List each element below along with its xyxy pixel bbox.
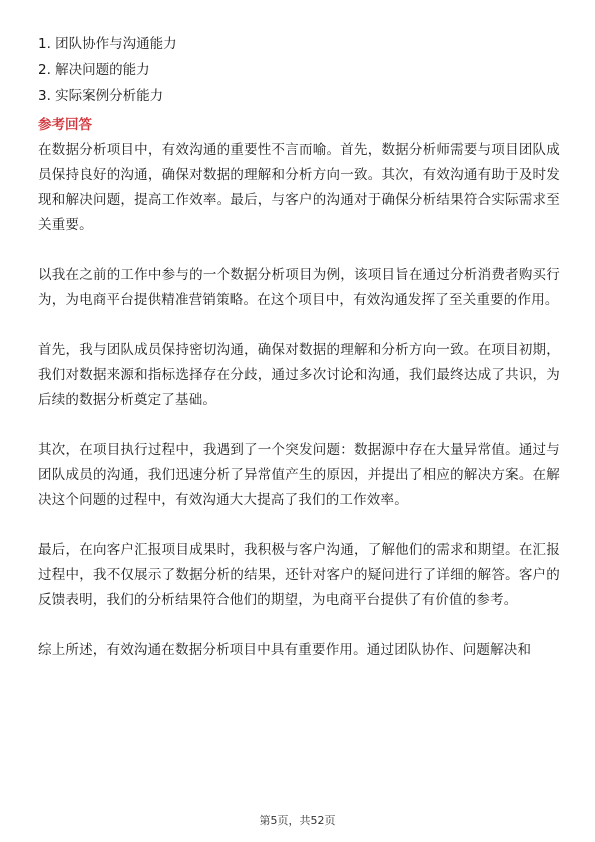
paragraph-3: 首先，我与团队成员保持密切沟通，确保对数据的理解和分析方向一致。在项目初期，我们对数据来源和指标选择存在分歧，通过多次讨论和沟通，我们最终达成了共识，为后续的数据分析奠定了基础。: [38, 342, 560, 408]
list-item-3: 3. 实际案例分析能力: [38, 88, 164, 104]
paragraph-2: 以我在之前的工作中参与的一个数据分析项目为例，该项目旨在通过分析消费者购买行为，为电商平台提供精准营销策略。在这个项目中，有效沟通发挥了至关重要的作用。: [38, 267, 560, 308]
page-content: [38, 31, 560, 663]
paragraph-4: 其次，在项目执行过程中，我遇到了一个突发问题：数据源中存在大量异常值。通过与团队成员的沟通，我们迅速分析了异常值产生的原因，并提出了相应的解决方案。在解决这个问题的过程中，有效沟通大大提高了我们的工作效率。: [38, 442, 560, 508]
list-item-2: 2. 解决问题的能力: [38, 62, 150, 78]
list-item-1: 1. 团队协作与沟通能力: [38, 36, 177, 52]
paragraph-5: 最后，在向客户汇报项目成果时，我积极与客户沟通，了解他们的需求和期望。在汇报过程中，我不仅展示了数据分析的结果，还针对客户的疑问进行了详细的解答。客户的反馈表明，我们的分析结果符合他们的期望，为电商平台提供了有价值的参考。: [38, 542, 560, 608]
page-footer: 第5页，共52页: [259, 814, 336, 827]
section-heading-reference-answer: 参考回答: [38, 117, 92, 133]
paragraph-6: 综上所述，有效沟通在数据分析项目中具有重要作用。通过团队协作、问题解决和: [38, 642, 532, 658]
paragraph-1: 在数据分析项目中，有效沟通的重要性不言而喻。首先，数据分析师需要与项目团队成员保持良好的沟通，确保对数据的理解和分析方向一致。其次，有效沟通有助于及时发现和解决问题，提高工作效率。最后，与客户的沟通对于确保分析结果符合实际需求至关重要。: [38, 142, 560, 233]
